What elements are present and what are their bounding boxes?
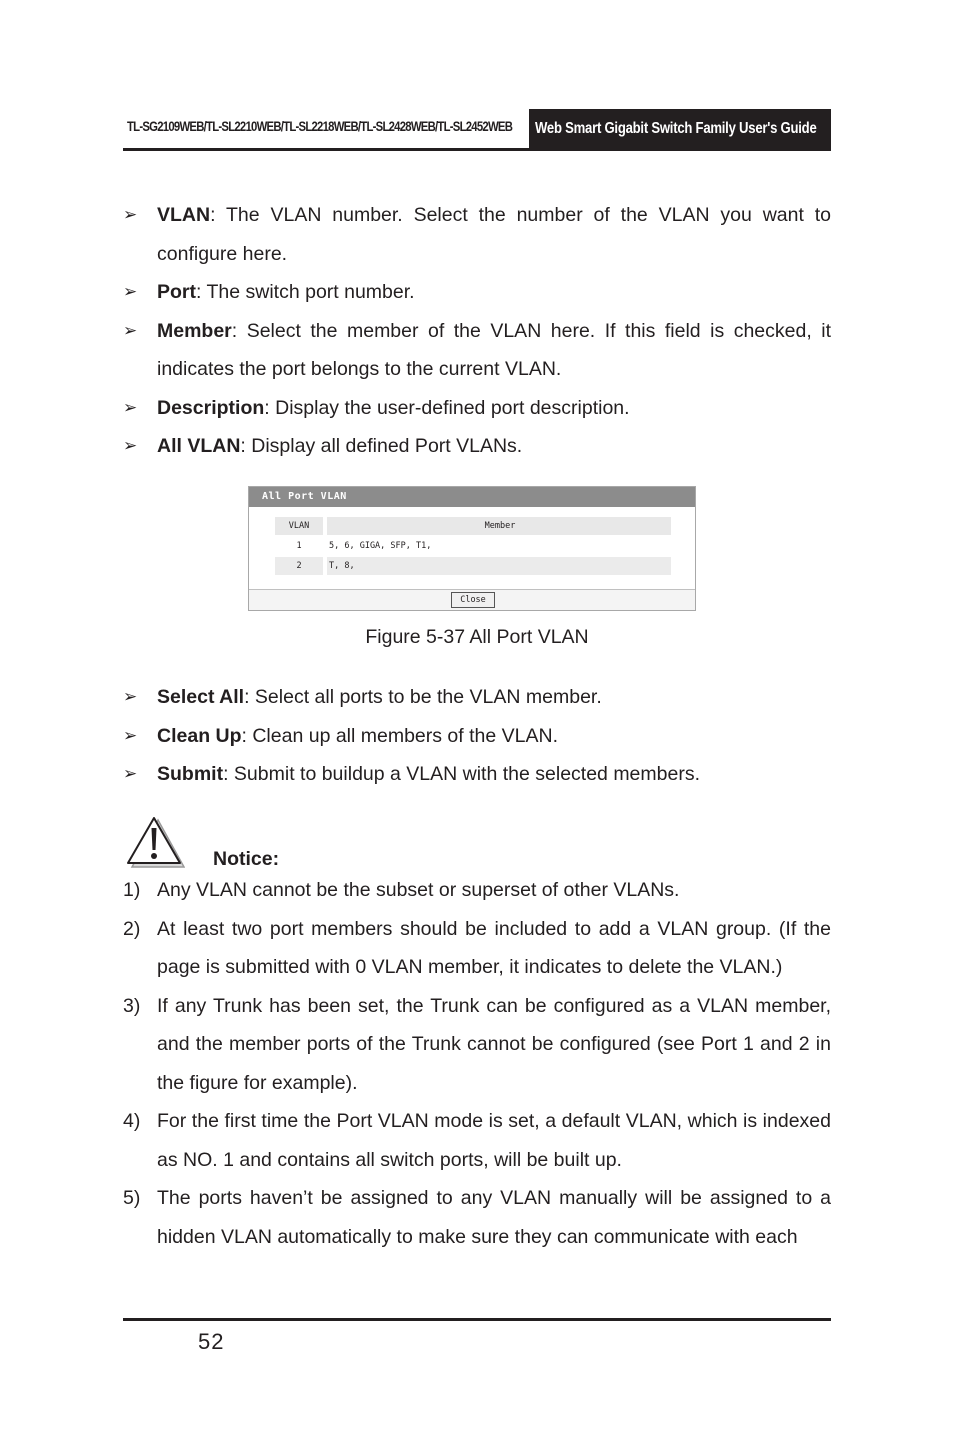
notice-item bbox=[123, 987, 831, 1103]
arrow-icon: ➢ bbox=[123, 436, 138, 455]
bullet-item-port bbox=[123, 273, 831, 312]
page-number: 52 bbox=[198, 1329, 225, 1354]
notice-number: 4) bbox=[123, 1110, 141, 1132]
all-port-vlan-panel bbox=[248, 486, 696, 611]
cell-member: 5, 6, GIGA, SFP, T1, bbox=[329, 541, 432, 551]
bullet-text: : Submit to buildup a VLAN with the selected members. bbox=[223, 763, 700, 785]
bullet-text: : The switch port number. bbox=[196, 281, 415, 303]
header-guide-title bbox=[529, 109, 831, 148]
panel-footer bbox=[249, 589, 695, 610]
bullet-item-all-vlan bbox=[123, 427, 831, 466]
notice-text: The ports haven’t be assigned to any VLAN manually will be assigned to a hidden VLAN automatically to make sure they can communicate with each bbox=[157, 1187, 831, 1248]
bullet-text: : Select the member of the VLAN here. If this field is checked, it indicates the port belongs to the current VLAN. bbox=[157, 319, 831, 380]
cell-vlan: 2 bbox=[275, 557, 323, 575]
arrow-icon: ➢ bbox=[123, 320, 138, 340]
bullet-term: Member bbox=[157, 319, 232, 342]
notice-number: 3) bbox=[123, 994, 141, 1017]
notice-number: 2) bbox=[123, 917, 141, 940]
bullet-item-member bbox=[123, 312, 831, 389]
bullet-text: : Display the user-defined port description. bbox=[264, 396, 630, 419]
arrow-icon: ➢ bbox=[123, 764, 138, 783]
table-row bbox=[275, 537, 671, 555]
notice-text: If any Trunk has been set, the Trunk can be configured as a VLAN member, and the member ports of the Trunk cannot be configured (see Port 1 and 2 in the figure for example). bbox=[157, 994, 831, 1094]
bullet-term: Clean Up bbox=[157, 724, 242, 747]
arrow-icon: ➢ bbox=[123, 725, 138, 745]
cell-member: T, 8, bbox=[327, 557, 671, 575]
cell-vlan: 1 bbox=[296, 541, 302, 551]
notice-item bbox=[123, 910, 831, 987]
bullet-item-clean-up bbox=[123, 717, 831, 756]
table-header-row bbox=[275, 517, 671, 535]
header-guide-title-text: Web Smart Gigabit Switch Family User's Guide bbox=[535, 120, 817, 137]
bullet-term: VLAN bbox=[157, 204, 211, 226]
arrow-icon: ➢ bbox=[123, 282, 138, 301]
bullet-text: : Clean up all members of the VLAN. bbox=[241, 724, 559, 747]
bullet-term: Submit bbox=[157, 763, 224, 785]
panel-title: All Port VLAN bbox=[249, 487, 695, 507]
bullet-list-bottom bbox=[123, 678, 831, 794]
arrow-icon: ➢ bbox=[123, 397, 138, 417]
bullet-item-vlan bbox=[123, 196, 831, 273]
notice-number: 5) bbox=[123, 1187, 141, 1209]
arrow-icon: ➢ bbox=[123, 687, 138, 706]
bullet-term: All VLAN bbox=[157, 435, 241, 457]
bullet-term: Select All bbox=[157, 686, 245, 708]
bullet-text: : The VLAN number. Select the number of the VLAN you want to configure here. bbox=[157, 204, 831, 265]
footer-divider bbox=[123, 1318, 831, 1321]
figure-caption: Figure 5-37 All Port VLAN bbox=[365, 626, 589, 648]
bullet-item-submit bbox=[123, 755, 831, 794]
notice-number: 1) bbox=[123, 879, 141, 901]
bullet-term: Port bbox=[157, 281, 196, 303]
bullet-item-description bbox=[123, 389, 831, 428]
column-header-vlan: VLAN bbox=[275, 517, 323, 535]
bullet-list-top bbox=[123, 196, 831, 466]
arrow-icon: ➢ bbox=[123, 205, 138, 224]
bullet-text: : Select all ports to be the VLAN member. bbox=[244, 686, 602, 708]
header-models: TL-SG2109WEB/TL-SL2210WEB/TL-SL2218WEB/TL-SL2428WEB/TL-SL2452WEB bbox=[127, 119, 513, 134]
notice-text: For the first time the Port VLAN mode is set, a default VLAN, which is indexed as NO. 1 and contains all switch ports, will be built up. bbox=[157, 1110, 831, 1171]
close-button[interactable]: Close bbox=[451, 592, 495, 608]
notice-item bbox=[123, 871, 831, 910]
column-header-member: Member bbox=[327, 517, 671, 535]
bullet-term: Description bbox=[157, 396, 265, 419]
notice-label: Notice: bbox=[213, 848, 280, 870]
bullet-text: : Display all defined Port VLANs. bbox=[240, 435, 523, 457]
notice-item bbox=[123, 1102, 831, 1179]
warning-icon bbox=[125, 815, 185, 869]
table-row bbox=[275, 557, 671, 575]
notice-item bbox=[123, 1179, 831, 1256]
notice-text: At least two port members should be included to add a VLAN group. (If the page is submitted with 0 VLAN member, it indicates to delete the VLAN.) bbox=[157, 917, 831, 978]
vlan-table bbox=[275, 515, 671, 577]
bullet-item-select-all bbox=[123, 678, 831, 717]
notice-text: Any VLAN cannot be the subset or superset of other VLANs. bbox=[157, 879, 680, 901]
page-header bbox=[123, 109, 831, 151]
notice-list bbox=[123, 871, 831, 1256]
